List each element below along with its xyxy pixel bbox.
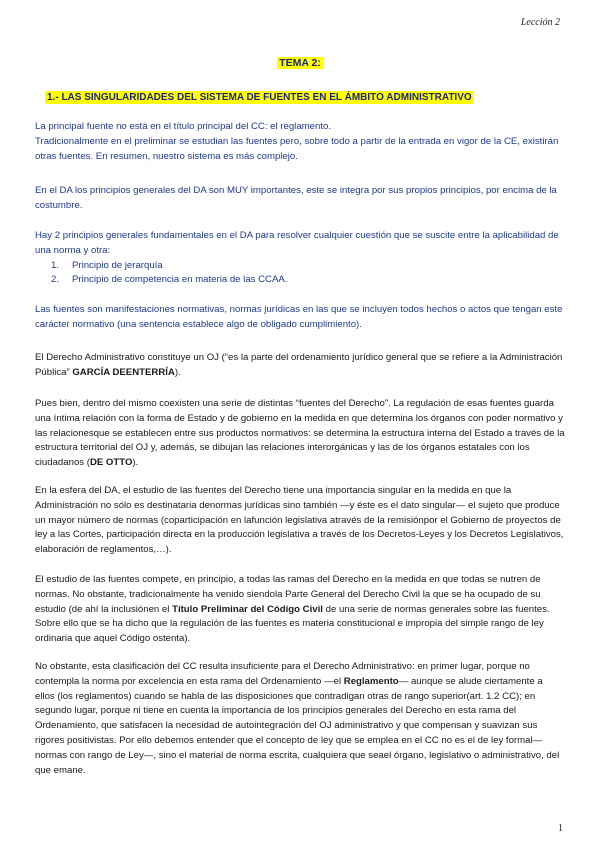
oj-end: ). — [174, 366, 181, 378]
principles-da-paragraph: En el DA los principios generales del DA son MUY importantes, este se integra por sus propios principios, por encima de la costumbre. — [35, 185, 557, 211]
esfera-paragraph: En la esfera del DA, el estudio de las fuentes del Derecho tiene una importancia singular en la medida en que la Administración no sólo es destinataria denormas jurídicas sino también —y éste es el dato singular— el sujeto que produce un mayor número de normas (coparticipación en lafunción legislativa através de la remisiónpor el Gobierno de proyectos de ley a las Cortes, participación directa en la producción legislativa a través de los Decretos-Leyes y los Decretos Legislativos, elaboración de reglamentos,…). — [35, 485, 564, 556]
oj-paragraph — [35, 351, 565, 381]
lesson-header: Lección 2 — [520, 17, 560, 28]
principles-intro: Hay 2 principios generales fundamentales en el DA para resolver cualquier cuestión que se suscite entre la aplicabilidad de una norma y otra: — [35, 230, 559, 256]
principles-block — [35, 229, 565, 288]
intro-line-1: La principal fuente no está en el título principal del CC: el reglamento. — [35, 121, 331, 132]
section-heading — [45, 87, 474, 105]
section-heading-text: 1.- LAS SINGULARIDADES DEL SISTEMA DE FUENTES EN EL ÁMBITO ADMINISTRATIVO — [47, 92, 472, 103]
list-item-text: Principio de jerarquía — [72, 259, 163, 271]
oj-author: GARCÍA DEENTERRÍA — [72, 366, 175, 378]
list-item-number: 1. — [51, 259, 60, 271]
estudio-text-1: El estudio de las fuentes compete, en principio, a todas las ramas del Derecho en la medida en que todas se nutren de normas. No obstante, tradicionalmente ha venido siendola Parte General del Derecho Civil la que se ha ocupado de su estudio (de ahí la inclusiónen el — [35, 574, 541, 615]
intro-paragraph — [35, 120, 565, 164]
no-obstante-paragraph — [35, 660, 565, 778]
list-item-number: 2. — [51, 274, 60, 286]
list-item — [35, 273, 565, 288]
estudio-bold: Título Preliminar del Código Civil — [172, 603, 323, 615]
estudio-paragraph — [35, 573, 565, 647]
list-item — [35, 259, 565, 274]
page-number: 1 — [558, 823, 563, 834]
pues-author: DE OTTO — [89, 457, 133, 469]
page-title — [0, 53, 600, 71]
no-obstante-text-1: No obstante, esta clasificación del CC resulta insuficiente para el Derecho Administrativo: en primer lugar, porque no contempla la norma por excelencia en esta rama del Ordenamiento —el — [35, 661, 530, 687]
estudio-text-2: de una serie de normas generales sobre las fuentes. Sobre ello que se ha dicho que la regulación de las fuentes es materia constitucional e impropia del simple rango de ley ordinaria que aquel Código ostenta). — [35, 603, 550, 645]
list-item-text: Principio de competencia en materia de las CCAA. — [72, 274, 288, 286]
sources-paragraph: Las fuentes son manifestaciones normativas, normas jurídicas en las que se incluyen todos hechos o actos que tengan este carácter normativo (una sentencia establece algo de obligado cumplimiento). — [35, 304, 563, 330]
title-text: TEMA 2: — [279, 57, 321, 69]
no-obstante-bold: Reglamento — [343, 675, 399, 687]
pues-paragraph — [35, 397, 565, 471]
principles-list — [35, 259, 565, 289]
pues-end: ). — [132, 457, 139, 469]
no-obstante-text-2: — aunque se alude ciertamente a ellos (los reglamentos) cuando se habla de las disposiciones que contradigan otras de rango superior(art. 1.2 CC); en segundo lugar, porque ni tiene en cuenta la importancia de los principios generales del Derecho en esta rama del Ordenamiento, que satisfacen la necesidad de autointegración del OJ administrativo y que compensan y suavizan sus rigores positivistas. Por ello debemos entender que el concepto de ley que se emplea en el CC no es el de ley formal—normas con rango de Ley—, sino el material de norma escrita, cualquiera que seael órgano, legislativo o administrativo, del que emane. — [35, 675, 560, 776]
intro-line-2: Tradicionalmente en el preliminar se estudian las fuentes pero, sobre todo a partir de la entrada en vigor de la CE, existirán otras fuentes. En resumen, nuestro sistema es más complejo. — [35, 135, 559, 162]
oj-text: El Derecho Administrativo constituye un OJ (“es la parte del ordenamiento jurídico general que se refiere a la Administración Pública” — [35, 352, 563, 378]
pues-text: Pues bien, dentro del mismo coexisten una serie de distintas “fuentes del Derecho”. La regulación de esas fuentes guarda una íntima relación con la forma de Estado y de gobierno en la medida en que determina los órganos con poder normativo y las relacionesque se establecen entre sus productos normativos: se determina la estructura interna del Estado a través de la estructura territorial del OJ y, además, se dibujan las relaciones interorgánicas y las de los órganos estatales con los ciudadanos ( — [35, 398, 565, 469]
